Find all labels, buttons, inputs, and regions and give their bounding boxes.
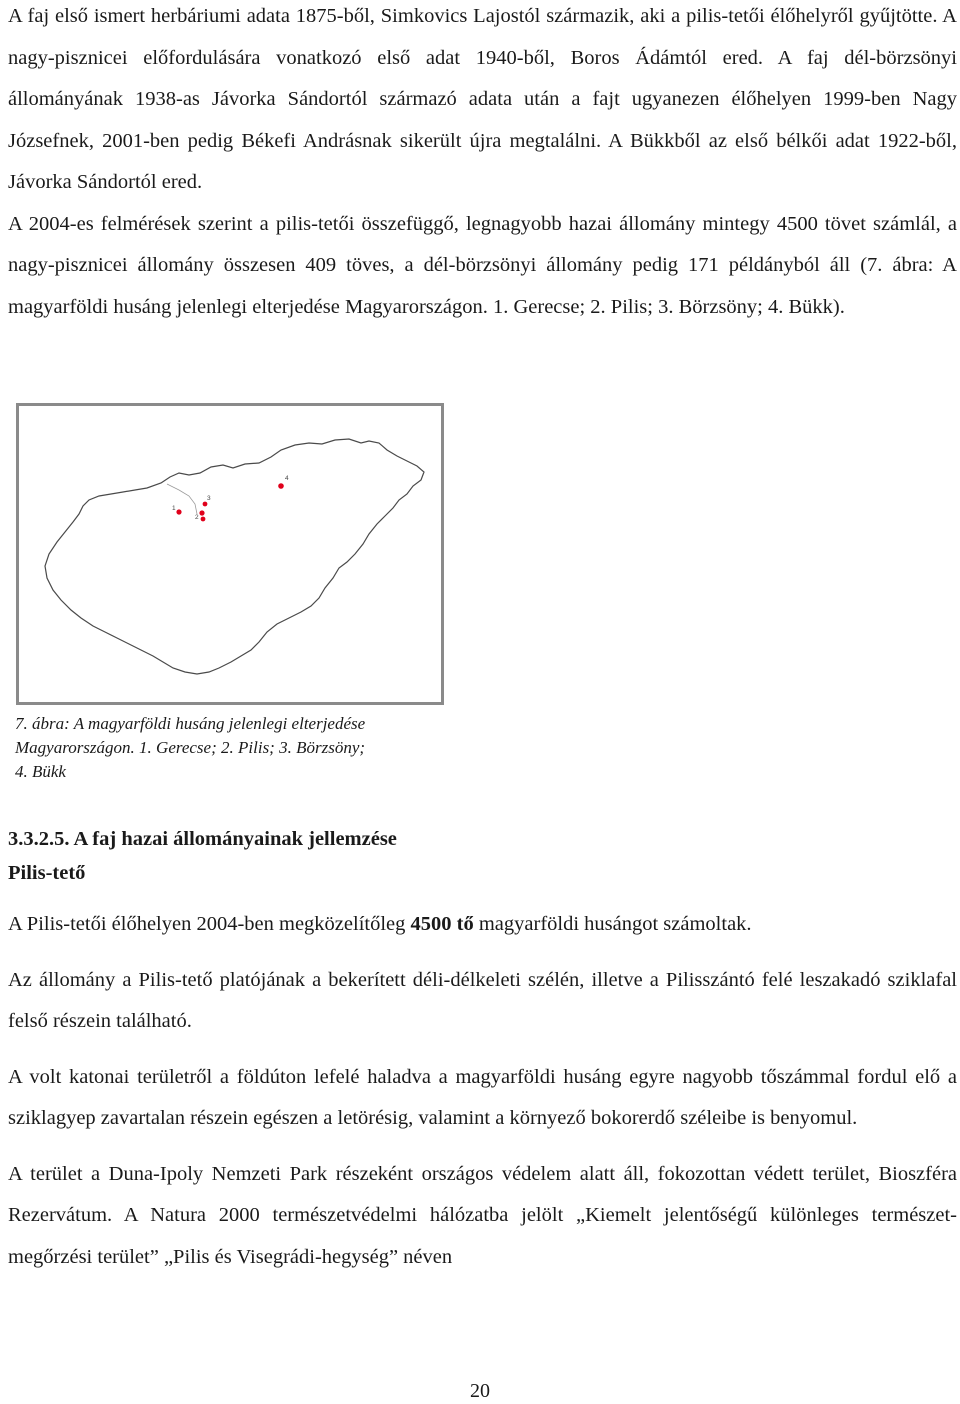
count-text-before: A Pilis-tetői élőhelyen 2004-ben megközelítőleg (8, 913, 411, 935)
label-3: 3 (207, 495, 211, 502)
count-value: 4500 tő (410, 913, 474, 935)
caption-line-1: 7. ábra: A magyarföldi husáng jelenlegi elterjedése (15, 714, 366, 733)
paragraph-count (8, 904, 957, 946)
marker-pilis-2 (201, 517, 206, 522)
figure-caption (15, 712, 475, 784)
label-4: 4 (285, 475, 289, 482)
paragraph-spread: A volt katonai területről a földúton lefelé haladva a magyarföldi husáng egyre nagyobb tőszámmal fordul elő a sziklagyep zavartalan részein egészen a letörésig, valamint a környező bokorerdő széleibe is benyomul. (8, 1065, 957, 1129)
marker-gerecse (176, 509, 181, 514)
paragraph-protection: A terület a Duna-Ipoly Nemzeti Park részeként országos védelem alatt áll, fokozottan védett terület, Bioszféra Rezervátum. A Natura 2000 természetvédelmi hálózatba jelölt „Kiemelt jelentőségű különleges természet-megőrzési terület” „Pilis és Visegrádi-hegység” néven (8, 1162, 957, 1268)
caption-line-3: 4. Bükk (15, 762, 66, 781)
section-subheading: Pilis-tető (8, 862, 86, 884)
hungary-outline-map (19, 406, 441, 702)
page-number: 20 (470, 1380, 490, 1402)
count-text-after: magyarföldi husángot számoltak. (473, 913, 752, 935)
hungary-border (45, 439, 424, 674)
hungary-distribution-map (16, 403, 444, 705)
marker-bukk (278, 483, 284, 489)
marker-borzsony (203, 502, 208, 507)
label-1: 1 (172, 505, 176, 512)
paragraph-populations: A 2004-es felmérések szerint a pilis-tetői összefüggő, legnagyobb hazai állomány mintegy 4500 tövet számlál, a nagy-pisznicei állomány összesen 409 töves, a dél-börzsönyi állomány pedig 171 példányból áll (7. ábra: A magyarföldi husáng jelenlegi elterjedése Magyarországon. 1. Gerecse; 2. Pilis; 3. Börzsöny; 4. Bükk). (8, 212, 957, 318)
marker-pilis (199, 510, 204, 515)
section-block (8, 822, 957, 1278)
paragraph-location: Az állomány a Pilis-tető platójának a bekerített déli-délkeleti szélén, illetve a Pilisszántó felé leszakadó sziklafal felső részein található. (8, 968, 957, 1032)
document-page (8, 0, 957, 328)
label-2: 2 (195, 514, 199, 521)
section-heading: 3.3.2.5. A faj hazai állományainak jellemzése (8, 828, 397, 850)
paragraph-history: A faj első ismert herbáriumi adata 1875-ből, Simkovics Lajostól származik, aki a pilis-tetői élőhelyről gyűjtötte. A nagy-pisznicei előfordulására vonatkozó első adat 1940-ből, Boros Ádámtól ered. A faj dél-börzsönyi állományának 1938-as Jávorka Sándortól származó adata után a fajt ugyanezen élőhelyen 1999-ben Nagy Józsefnek, 2001-ben pedig Békefi Andrásnak sikerült újra megtalálni. A Bükkből az első bélkői adat 1922-ből, Jávorka Sándortól ered. (8, 5, 957, 193)
caption-line-2: Magyarországon. 1. Gerecse; 2. Pilis; 3. Börzsöny; (15, 738, 366, 757)
